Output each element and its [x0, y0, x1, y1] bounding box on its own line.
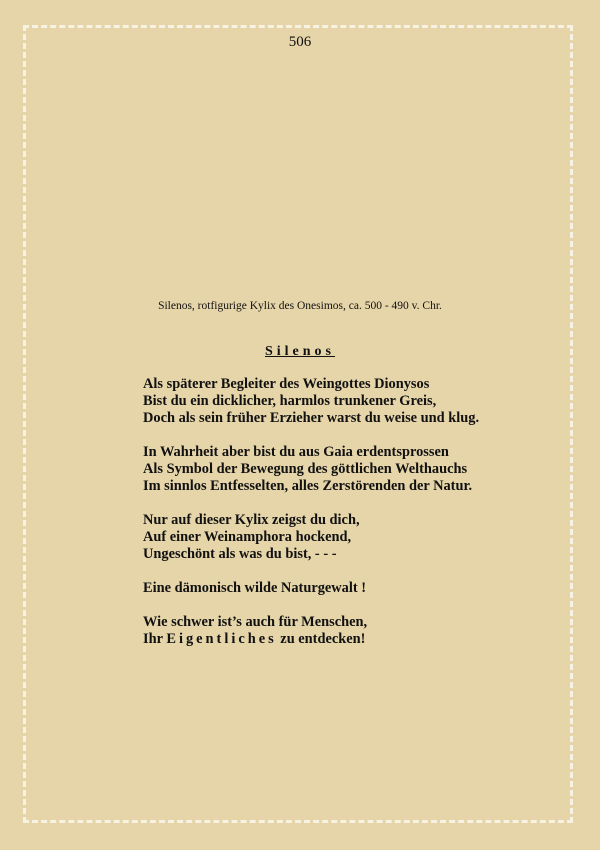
emphasized-word: Eigentliches	[166, 631, 277, 647]
page-number: 506	[288, 34, 312, 50]
poem-line: Doch als sein früher Erzieher warst du weise und klug.	[143, 410, 480, 426]
last-line-suffix: zu entdecken!	[276, 631, 366, 647]
poem-line: Wie schwer ist’s auch für Menschen,	[143, 614, 368, 630]
poem-line: Als späterer Begleiter des Weingottes Dionysos	[143, 376, 430, 392]
poem-line: Bist du ein dicklicher, harmlos trunkener Greis,	[143, 393, 437, 409]
stanza-break	[143, 427, 563, 444]
stanza-break	[143, 495, 563, 512]
poem-last-line	[143, 631, 563, 648]
poem-body	[143, 376, 563, 648]
poem-line: Eine dämonisch wilde Naturgewalt !	[143, 580, 367, 596]
poem-line: In Wahrheit aber bist du aus Gaia erdentsprossen	[143, 444, 449, 460]
stanza-break	[143, 563, 563, 580]
poem-title: Silenos	[264, 344, 335, 359]
poem-line: Nur auf dieser Kylix zeigst du dich,	[143, 512, 360, 528]
poem-line: Auf einer Weinamphora hockend,	[143, 529, 352, 545]
last-line-prefix: Ihr	[143, 631, 167, 647]
poem-line: Ungeschönt als was du bist, - - -	[143, 546, 337, 562]
stanza-break	[143, 597, 563, 614]
poem-line: Als Symbol der Bewegung des göttlichen Welthauchs	[143, 461, 468, 477]
poem-line: Im sinnlos Entfesselten, alles Zerstörenden der Natur.	[143, 478, 473, 494]
image-caption: Silenos, rotfigurige Kylix des Onesimos, ca. 500 - 490 v. Chr.	[158, 300, 442, 312]
